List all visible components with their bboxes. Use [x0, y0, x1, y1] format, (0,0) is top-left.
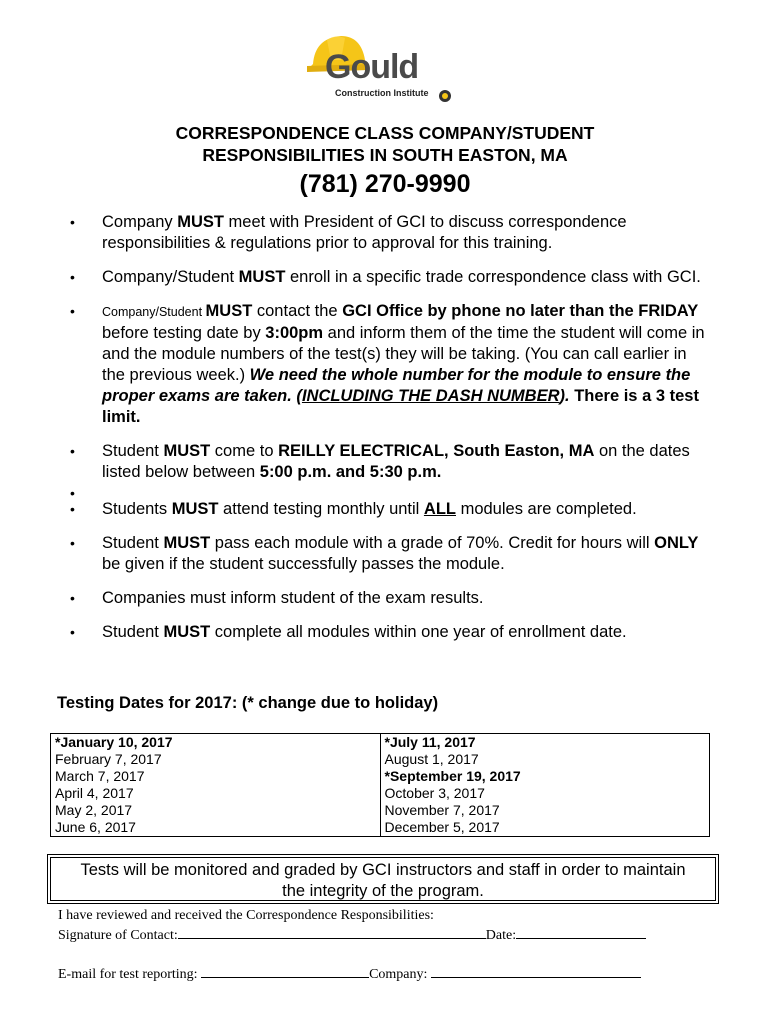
emphasis: MUST — [163, 623, 211, 641]
table-cell: October 3, 2017 — [380, 785, 710, 802]
table-cell: February 7, 2017 — [51, 751, 381, 768]
monitoring-notice — [50, 857, 716, 901]
emphasis: MUST — [205, 302, 253, 320]
text: Student — [102, 442, 164, 460]
table-cell: March 7, 2017 — [51, 768, 381, 785]
bullet-icon: • — [70, 269, 75, 285]
text: Companies must inform student of the exam results. — [102, 589, 484, 607]
text: and inform them of the time the student will come in and the module numbers of the test(s) they will be taking. (You can call earlier in the previous week.) — [102, 324, 705, 384]
table-cell: August 1, 2017 — [380, 751, 710, 768]
title-line-2: RESPONSIBILITIES IN SOUTH EASTON, MA — [202, 145, 568, 165]
text: Student — [102, 623, 164, 641]
text: complete all modules within one year of enrollment date. — [210, 623, 627, 641]
list-item — [70, 499, 710, 520]
logo-brand: Gould — [325, 48, 419, 86]
emphasis: ALL — [423, 500, 456, 518]
table-row — [51, 751, 710, 768]
signature-row — [58, 925, 718, 945]
table-cell: *January 10, 2017 — [51, 734, 381, 752]
text: be given if the student successfully passes the module. — [102, 555, 505, 573]
signature-field[interactable] — [178, 925, 486, 939]
bullet-icon: • — [70, 485, 75, 501]
text: Company/Student — [102, 305, 206, 319]
emphasis: MUST — [238, 268, 286, 286]
emphasis: There is a 3 test limit. — [102, 387, 699, 426]
emphasis: MUST — [163, 534, 211, 552]
signature-label: Signature of Contact: — [58, 928, 178, 943]
table-cell: April 4, 2017 — [51, 785, 381, 802]
bullet-icon: • — [70, 303, 75, 319]
list-item — [70, 267, 710, 288]
text: enroll in a specific trade correspondence class with GCI. — [285, 268, 701, 286]
text: come to — [210, 442, 279, 460]
responsibilities-list — [70, 212, 710, 656]
acknowledgement-form — [58, 906, 718, 984]
table-row — [51, 785, 710, 802]
list-item — [70, 301, 710, 428]
table-row — [51, 802, 710, 819]
date-label: Date: — [485, 928, 517, 943]
text: attend testing monthly until — [218, 500, 424, 518]
bullet-icon: • — [70, 590, 75, 606]
table-row — [51, 819, 710, 837]
list-item — [70, 212, 710, 254]
date-field[interactable] — [516, 925, 646, 939]
emphasis: ). — [559, 387, 570, 405]
table-row — [51, 734, 710, 752]
table-cell: December 5, 2017 — [380, 819, 710, 837]
testing-dates-table — [50, 733, 710, 837]
table-cell: *September 19, 2017 — [380, 768, 710, 785]
bullet-icon: • — [70, 443, 75, 459]
text: Company — [102, 213, 178, 231]
table-cell: November 7, 2017 — [380, 802, 710, 819]
text: before testing date by — [102, 324, 266, 342]
company-label: Company: — [369, 967, 431, 982]
emphasis: ONLY — [654, 534, 699, 552]
text: Student — [102, 534, 164, 552]
logo-subtitle: Construction Institute — [335, 88, 429, 98]
emphasis: REILLY ELECTRICAL, South Easton, MA — [278, 442, 595, 460]
bullet-icon: • — [70, 501, 75, 517]
emphasis: MUST — [177, 213, 224, 231]
list-item — [70, 622, 710, 643]
text: contact the — [252, 302, 343, 320]
text: Company/Student — [102, 268, 239, 286]
title-line-1: CORRESPONDENCE CLASS COMPANY/STUDENT — [175, 123, 595, 143]
emphasis: GCI Office by phone no later than the FRIDAY — [342, 302, 699, 320]
notice-line-1: Tests will be monitored and graded by GCI instructors and staff in order to maintain — [80, 861, 686, 879]
list-item — [70, 588, 710, 609]
reviewed-statement: I have reviewed and received the Correspondence Responsibilities: — [58, 908, 434, 923]
emphasis: INCLUDING THE DASH NUMBER — [301, 387, 560, 405]
testing-dates-heading: Testing Dates for 2017: (* change due to holiday) — [57, 694, 439, 712]
text: Students — [102, 500, 172, 518]
gould-logo — [305, 30, 465, 110]
email-field[interactable] — [201, 964, 369, 978]
table-cell: May 2, 2017 — [51, 802, 381, 819]
page-title — [0, 122, 770, 166]
table-cell: *July 11, 2017 — [380, 734, 710, 752]
phone-number: (781) 270-9990 — [299, 170, 471, 198]
text: on the dates listed below between — [102, 442, 690, 481]
bullet-icon: • — [70, 214, 75, 230]
emphasis: 3:00pm — [265, 324, 324, 342]
table-cell: June 6, 2017 — [51, 819, 381, 837]
text: pass each module with a grade of 70%. Credit for hours will — [210, 534, 655, 552]
list-item — [70, 533, 710, 575]
emphasis: MUST — [171, 500, 219, 518]
text: meet with President of GCI to discuss correspondence responsibilities & regulations prior to approval for this training. — [102, 213, 627, 252]
emphasis: We need the whole number for the module to ensure the proper exams are taken. ( — [102, 366, 691, 405]
emphasis: 5:00 p.m. and 5:30 p.m. — [259, 463, 442, 481]
bullet-icon: • — [70, 535, 75, 551]
list-item — [70, 441, 710, 483]
email-label: E-mail for test reporting: — [58, 967, 202, 982]
table-row — [51, 768, 710, 785]
company-field[interactable] — [431, 964, 641, 978]
emphasis: MUST — [163, 442, 211, 460]
email-row — [58, 964, 718, 984]
text: modules are completed. — [456, 500, 637, 518]
list-item — [70, 487, 710, 499]
notice-line-2: the integrity of the program. — [282, 882, 484, 900]
bullet-icon: • — [70, 624, 75, 640]
